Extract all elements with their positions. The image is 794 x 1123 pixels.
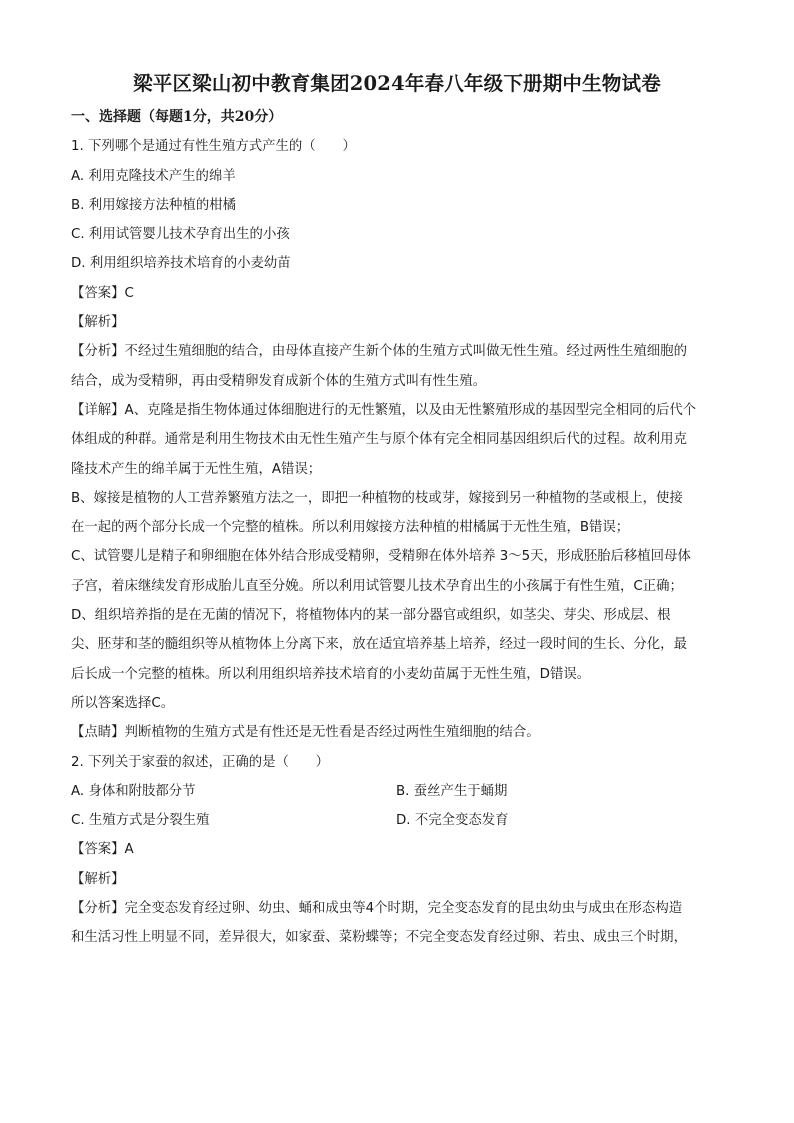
question-2-option-b: B. 蚕丝产生于蛹期 bbox=[396, 783, 508, 799]
question-2-option-d: D. 不完全变态发育 bbox=[396, 813, 509, 829]
question-1-detail-line-2: 体组成的种群。通常是利用生物技术由无性生殖产生与原个体有完全相同基因组织后代的过程。故利用克 bbox=[71, 432, 687, 448]
question-2-analysis-label: 【解析】 bbox=[71, 871, 125, 887]
question-1-dianjing: 【点睛】判断植物的生殖方式是有性还是无性看是否经过两性生殖细胞的结合。 bbox=[71, 725, 540, 741]
question-1-fenxi-line-2: 结合，成为受精卵，再由受精卵发育成新个体的生殖方式叫有性生殖。 bbox=[71, 373, 487, 389]
question-2-fenxi-line-1: 【分析】完全变态发育经过卵、幼虫、蛹和成虫等4个时期，完全变态发育的昆虫幼虫与成虫在形态构造 bbox=[71, 901, 683, 917]
question-1-option-a: A. 利用克隆技术产生的绵羊 bbox=[71, 168, 236, 184]
question-2-option-c: C. 生殖方式是分裂生殖 bbox=[71, 813, 210, 829]
question-1-conclusion: 所以答案选择C。 bbox=[71, 695, 175, 711]
question-1-detail-b-line-1: B、嫁接是植物的人工营养繁殖方法之一，即把一种植物的枝或芽，嫁接到另一种植物的茎或根上，使接 bbox=[71, 490, 683, 506]
question-2-option-a: A. 身体和附肢都分节 bbox=[71, 783, 196, 799]
question-2-stem: 2. 下列关于家蚕的叙述，正确的是（ ） bbox=[71, 754, 330, 770]
question-1-detail-d-line-3: 后长成一个完整的植株。所以利用组织培养技术培育的小麦幼苗属于无性生殖，D错误。 bbox=[71, 666, 591, 682]
question-1-stem: 1. 下列哪个是通过有性生殖方式产生的（ ） bbox=[71, 139, 356, 155]
question-1-detail-line-1: 【详解】A、克隆是指生物体通过体细胞进行的无性繁殖，以及由无性繁殖形成的基因型完全相同的后代个 bbox=[71, 402, 697, 418]
question-1-fenxi-line-1: 【分析】不经过生殖细胞的结合，由母体直接产生新个体的生殖方式叫做无性生殖。经过两性生殖细胞的 bbox=[71, 344, 687, 360]
section-heading: 一、选择题（每题1分，共20分） bbox=[71, 109, 283, 125]
question-1-detail-d-line-2: 尖、胚芽和茎的髓组织等从植物体上分离下来，放在适宜培养基上培养，经过一段时间的生长、分化，最 bbox=[71, 637, 687, 653]
question-1-option-d: D. 利用组织培养技术培育的小麦幼苗 bbox=[71, 256, 291, 272]
question-2-answer: 【答案】A bbox=[71, 842, 134, 858]
question-1-detail-line-3: 隆技术产生的绵羊属于无性生殖，A错误； bbox=[71, 461, 322, 477]
question-1-detail-c-line-2: 子宫，着床继续发育形成胎儿直至分娩。所以利用试管婴儿技术孕育出生的小孩属于有性生殖，C正确； bbox=[71, 578, 683, 594]
question-2-options-row-1 bbox=[71, 777, 726, 806]
question-1-option-b: B. 利用嫁接方法种植的柑橘 bbox=[71, 197, 236, 213]
question-1-analysis-label: 【解析】 bbox=[71, 315, 125, 331]
question-1-detail-d-line-1: D、组织培养指的是在无菌的情况下，将植物体内的某一部分器官或组织，如茎尖、芽尖、形成层、根 bbox=[71, 608, 671, 624]
question-2-options-row-2 bbox=[71, 806, 726, 835]
document-body bbox=[71, 103, 726, 953]
document-title: 梁平区梁山初中教育集团2024年春八年级下册期中生物试卷 bbox=[133, 72, 661, 95]
question-1-detail-c-line-1: C、试管婴儿是精子和卵细胞在体外结合形成受精卵，受精卵在体外培养 3～5天，形成胚胎后移植回母体 bbox=[71, 549, 691, 565]
question-2-fenxi-line-2: 和生活习性上明显不同，差异很大，如家蚕、菜粉蝶等；不完全变态发育经过卵、若虫、成虫三个时期， bbox=[71, 930, 687, 946]
question-1-answer: 【答案】C bbox=[71, 285, 134, 301]
question-1-detail-b-line-2: 在一起的两个部分长成一个完整的植株。所以利用嫁接方法种植的柑橘属于无性生殖，B错误； bbox=[71, 520, 630, 536]
question-1-option-c: C. 利用试管婴儿技术孕育出生的小孩 bbox=[71, 227, 290, 243]
